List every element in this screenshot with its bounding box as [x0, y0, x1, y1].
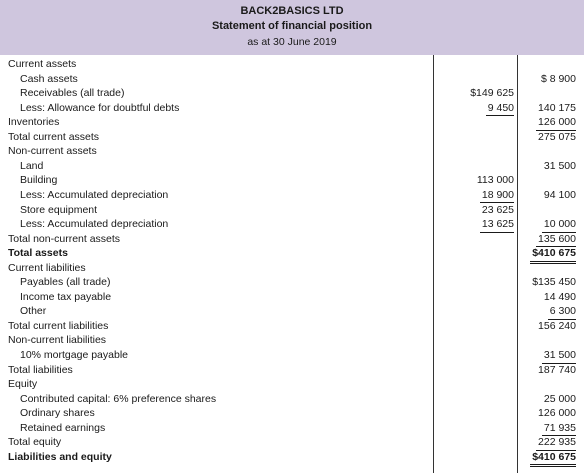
statement-title: Statement of financial position	[211, 20, 373, 32]
row-label: Total current liabilities	[8, 319, 109, 332]
table-row	[0, 435, 584, 450]
total-amount: 6 300	[548, 304, 576, 320]
row-label: Total non-current assets	[8, 232, 121, 245]
table-row	[0, 57, 584, 72]
table-row	[0, 130, 584, 145]
row-label: Liabilities and equity	[8, 450, 112, 463]
subtotal-amount: $149 625	[470, 87, 514, 100]
table-row	[0, 348, 584, 363]
table-row	[0, 333, 584, 348]
table-row	[0, 319, 584, 334]
row-label: Total liabilities	[8, 363, 73, 376]
table-row	[0, 115, 584, 130]
row-label: Contributed capital: 6% preference shares	[20, 392, 217, 405]
table-row	[0, 86, 584, 101]
table-row	[0, 261, 584, 276]
row-label: Land	[20, 159, 44, 172]
row-label: Total assets	[8, 247, 68, 260]
company-name: BACK2BASICS LTD	[240, 5, 344, 17]
total-amount: 275 075	[538, 130, 576, 143]
total-amount: 25 000	[543, 392, 576, 405]
total-amount: 126 000	[536, 115, 576, 131]
total-amount: 135 600	[536, 232, 576, 248]
table-row	[0, 159, 584, 174]
row-label: Payables (all trade)	[20, 276, 111, 289]
table-row	[0, 275, 584, 290]
total-amount: $135 450	[532, 276, 576, 289]
subtotal-amount: 18 900	[480, 188, 514, 204]
total-amount: 94 100	[543, 188, 576, 201]
total-amount: 31 500	[543, 159, 576, 172]
row-label: Equity	[8, 378, 38, 391]
table-row	[0, 217, 584, 232]
financial-position-table	[0, 55, 584, 473]
total-amount: 126 000	[538, 407, 576, 420]
table-row	[0, 101, 584, 116]
total-amount: 31 500	[542, 348, 576, 364]
row-label: Non-current liabilities	[8, 334, 107, 347]
table-row	[0, 246, 584, 261]
table-row	[0, 290, 584, 305]
row-label: Inventories	[8, 116, 60, 129]
statement-header	[0, 0, 584, 55]
table-row	[0, 421, 584, 436]
table-row	[0, 363, 584, 378]
total-amount: $410 675	[530, 246, 576, 264]
row-label: Less: Accumulated depreciation	[20, 188, 169, 201]
row-label: Income tax payable	[20, 290, 112, 303]
row-label: Less: Accumulated depreciation	[20, 218, 169, 231]
table-row	[0, 377, 584, 392]
statement-date: as at 30 June 2019	[247, 36, 337, 48]
row-label: Total equity	[8, 436, 62, 449]
total-amount: 156 240	[538, 319, 576, 332]
table-row	[0, 173, 584, 188]
row-label: Total current assets	[8, 130, 100, 143]
row-label: Non-current assets	[8, 145, 97, 158]
row-label: Ordinary shares	[20, 407, 95, 420]
table-row	[0, 450, 584, 465]
total-amount: $410 675	[530, 450, 576, 468]
total-amount: 140 175	[538, 101, 576, 114]
row-label: 10% mortgage payable	[20, 349, 128, 361]
subtotal-amount: 113 000	[476, 174, 514, 187]
row-label: Current liabilities	[8, 261, 86, 274]
total-amount: 14 490	[543, 290, 576, 303]
subtotal-amount: 23 625	[481, 203, 514, 216]
table-row	[0, 406, 584, 421]
total-amount: $ 8 900	[540, 72, 576, 85]
row-label: Other	[20, 305, 47, 318]
table-row	[0, 72, 584, 87]
row-label: Building	[20, 174, 58, 187]
row-label: Receivables (all trade)	[20, 87, 125, 100]
table-row	[0, 203, 584, 218]
row-label: Retained earnings	[20, 421, 106, 434]
row-label: Current assets	[8, 58, 77, 70]
table-row	[0, 232, 584, 247]
table-row	[0, 304, 584, 319]
table-row	[0, 392, 584, 407]
subtotal-amount: 13 625	[480, 217, 514, 233]
total-amount: 222 935	[536, 435, 576, 451]
table-row	[0, 188, 584, 203]
total-amount: 71 935	[542, 421, 576, 437]
row-label: Store equipment	[20, 203, 98, 216]
total-amount: 10 000	[542, 217, 576, 233]
table-row	[0, 144, 584, 159]
row-label: Less: Allowance for doubtful debts	[20, 101, 180, 114]
subtotal-amount: 9 450	[486, 101, 514, 117]
total-amount: 187 740	[538, 363, 576, 376]
row-label: Cash assets	[20, 72, 78, 85]
